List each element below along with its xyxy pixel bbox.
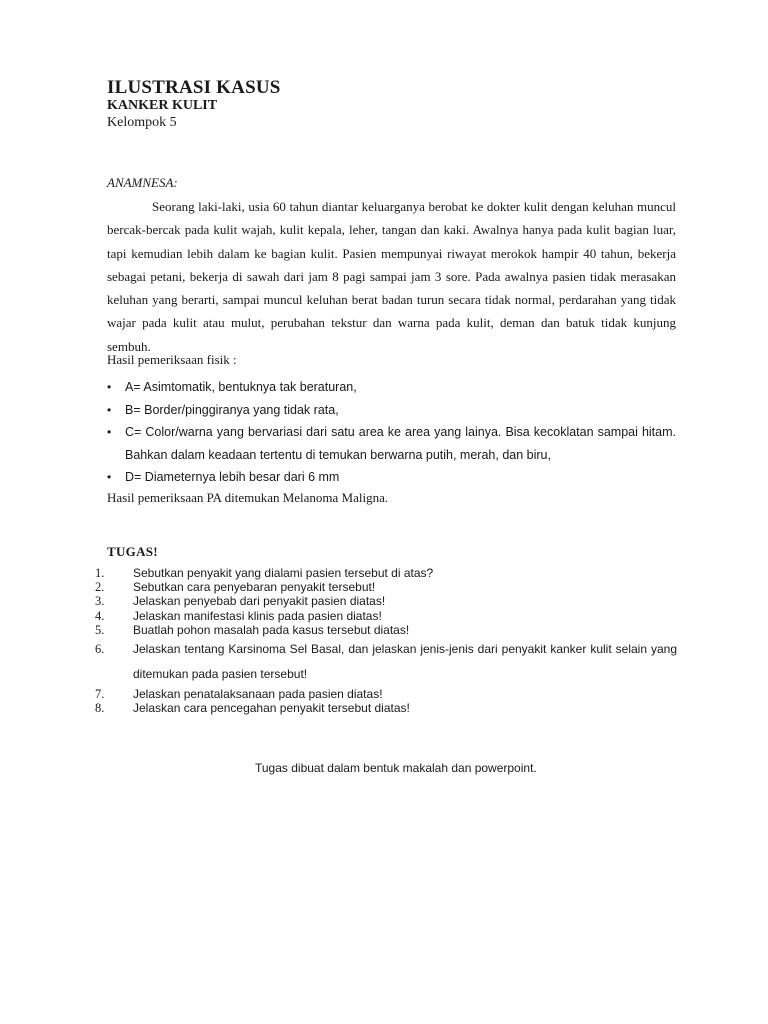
list-item (107, 421, 676, 466)
list-item-text: Jelaskan cara pencegahan penyakit tersebut diatas! (133, 701, 410, 716)
list-item (107, 466, 676, 489)
list-item (107, 376, 676, 399)
list-item-text: Sebutkan penyakit yang dialami pasien tersebut di atas? (133, 566, 434, 580)
list-item-text: Jelaskan tentang Karsinoma Sel Basal, dan jelaskan jenis-jenis dari penyakit kanker kulit selain yang ditemukan pada pasien tersebut! (133, 642, 677, 682)
anamnesa-paragraph: Seorang laki-laki, usia 60 tahun diantar keluarganya berobat ke dokter kulit dengan keluhan muncul bercak-bercak pada kulit wajah, kulit kepala, leher, tangan dan kaki. Awalnya hanya pada kulit bagian luar, tapi kemudian lebih dalam ke bagian kulit. Pasien mempunyai riwayat merokok hampir 40 tahun, bekerja sebagai petani, bekerja di sawah dari jam 8 pagi sampai jam 3 sore. Pada awalnya pasien tidak merasakan keluhan yang berarti, sampai muncul keluhan berat badan turun secara tidak normal, perdarahan yang tidak wajar pada kulit atau mulut, perubahan tekstur dan warna pada kulit, deman dan batuk tidak kunjung sembuh. (107, 199, 676, 354)
list-item (95, 637, 677, 687)
bullet-icon: • (107, 470, 112, 485)
bullet-icon: • (107, 380, 112, 394)
list-item-text: D= Diameternya lebih besar dari 6 mm (125, 470, 340, 485)
pa-result: Hasil pemeriksaan PA ditemukan Melanoma Maligna. (107, 490, 389, 505)
list-number: 7. (95, 687, 105, 702)
footer-note: Tugas dibuat dalam bentuk makalah dan powerpoint. (255, 761, 537, 775)
list-number: 2. (95, 580, 105, 595)
list-item (95, 687, 677, 701)
list-item (95, 609, 677, 623)
list-item (95, 701, 677, 715)
list-item-text: A= Asimtomatik, bentuknya tak beraturan, (125, 380, 357, 394)
list-item (95, 580, 677, 594)
list-item (95, 566, 677, 580)
list-number: 4. (95, 608, 105, 623)
tugas-heading: TUGAS! (107, 544, 158, 559)
list-number: 5. (95, 622, 105, 637)
tugas-list (95, 566, 677, 715)
group-label: Kelompok 5 (107, 115, 177, 130)
document-title: ILUSTRASI KASUS (107, 77, 281, 98)
list-item-text: B= Border/pinggiranya yang tidak rata, (125, 402, 339, 417)
list-item (95, 594, 677, 608)
physical-exam-list (107, 376, 676, 489)
list-item-text: Jelaskan penatalaksanaan pada pasien diatas! (133, 687, 383, 702)
list-item-text: Buatlah pohon masalah pada kasus tersebut diatas! (133, 622, 410, 637)
list-number: 8. (95, 701, 105, 716)
list-item (95, 623, 677, 637)
bullet-icon: • (107, 402, 112, 417)
list-number: 3. (95, 594, 105, 609)
list-number: 6. (95, 642, 105, 657)
document-subtitle: KANKER KULIT (107, 98, 218, 113)
list-item-text: Sebutkan cara penyebaran penyakit tersebut! (133, 580, 376, 595)
list-item (107, 399, 676, 422)
list-number: 1. (95, 566, 105, 580)
list-item-text: C= Color/warna yang bervariasi dari satu area ke area yang lainya. Bisa kecoklatan sampai hitam. Bahkan dalam keadaan tertentu di temukan berwarna putih, merah, dan biru, (125, 425, 676, 462)
anamnesa-label: ANAMNESA: (107, 175, 178, 190)
list-item-text: Jelaskan penyebab dari penyakit pasien diatas! (133, 594, 386, 609)
physical-exam-heading: Hasil pemeriksaan fisik : (107, 352, 237, 367)
list-item-text: Jelaskan manifestasi klinis pada pasien diatas! (133, 608, 382, 623)
bullet-icon: • (107, 425, 112, 440)
